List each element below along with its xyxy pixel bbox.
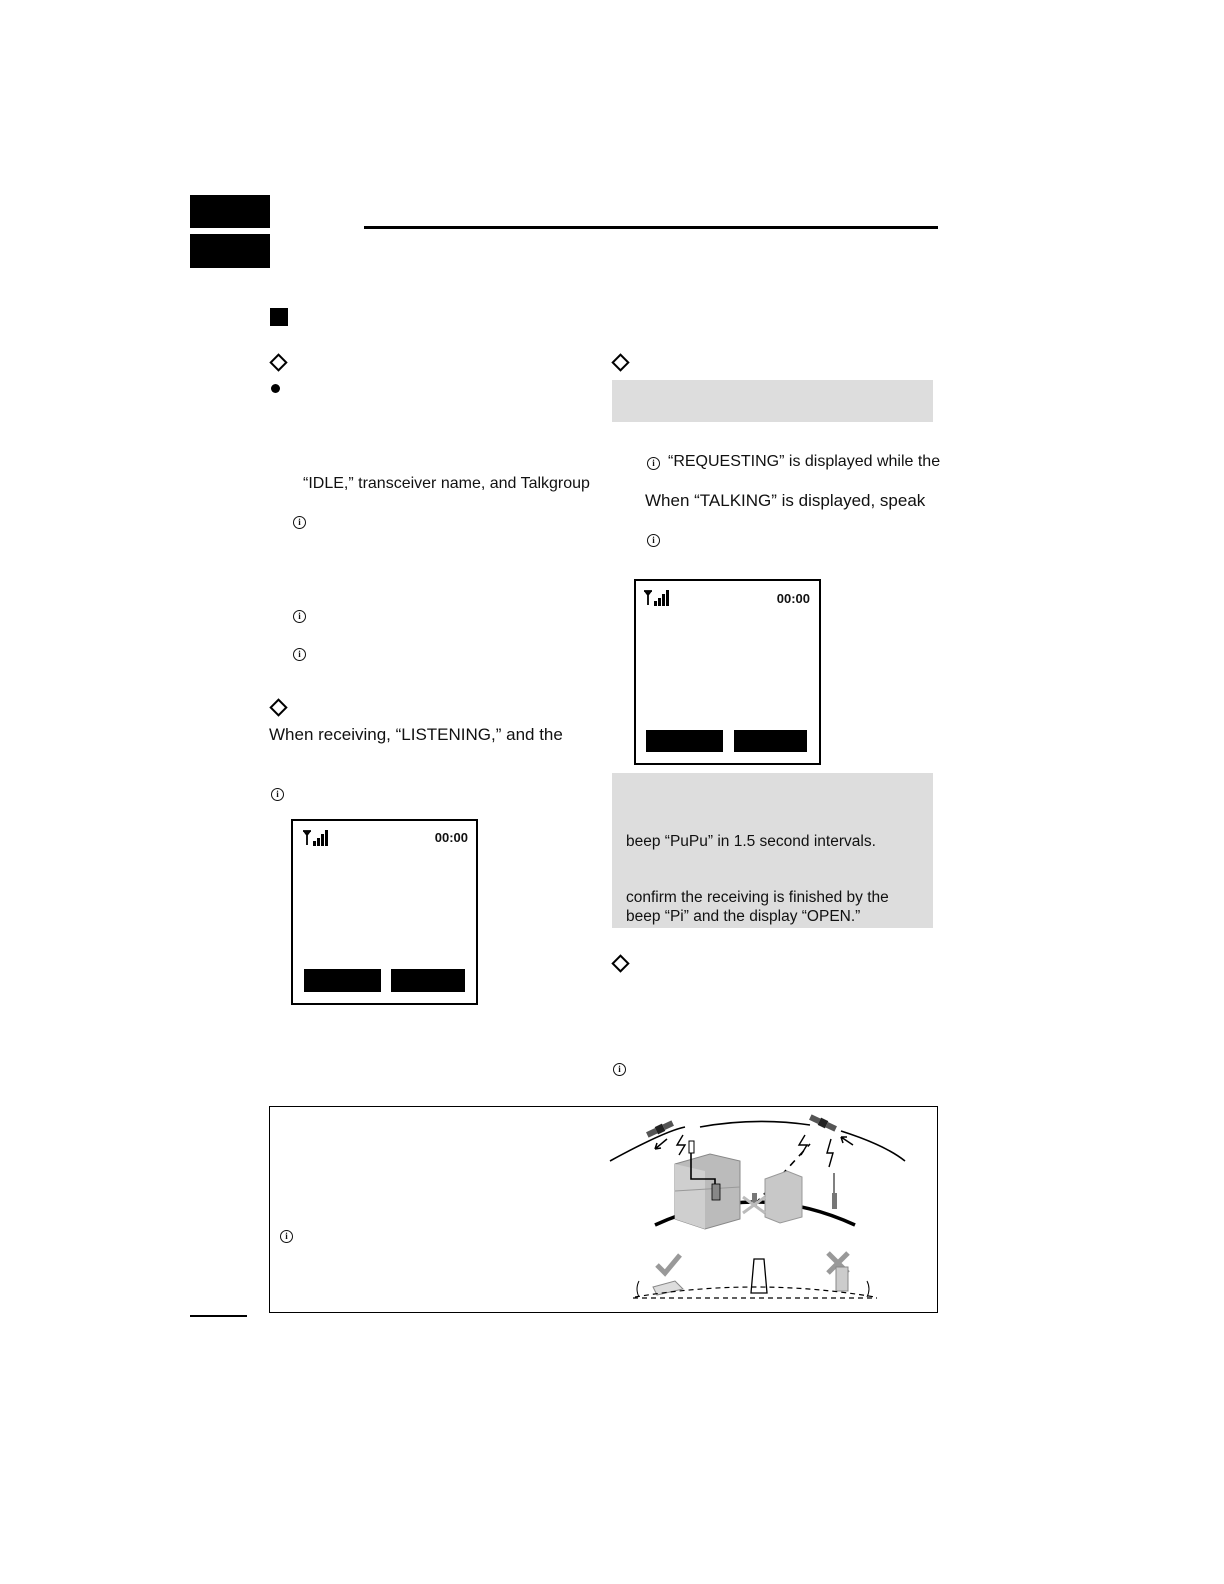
softkey-left <box>646 730 723 752</box>
requesting-description: “REQUESTING” is displayed while the <box>668 453 941 470</box>
satellite-icon <box>809 1113 838 1132</box>
round-bullet-icon <box>271 384 280 393</box>
chapter-tab-lower <box>190 234 270 268</box>
shaded-note-box <box>612 773 933 928</box>
softkey-right <box>734 730 807 752</box>
info-circle-icon: i <box>647 457 660 470</box>
info-circle-icon: i <box>293 516 306 529</box>
lcd-time: 00:00 <box>434 830 468 845</box>
softkey-left <box>304 969 381 992</box>
info-circle-icon: i <box>293 610 306 623</box>
lcd-time: 00:00 <box>776 591 810 606</box>
lcd-display-talking <box>634 579 821 765</box>
lcd-display-receiving <box>291 819 478 1005</box>
section-square-bullet <box>270 308 288 326</box>
footer-rule <box>190 1315 247 1317</box>
info-circle-icon: i <box>293 648 306 661</box>
info-circle-icon: i <box>647 534 660 547</box>
receiving-description: When receiving, “LISTENING,” and the <box>269 725 563 744</box>
diamond-bullet-icon <box>611 954 629 972</box>
info-circle-icon: i <box>280 1230 293 1243</box>
idle-description: “IDLE,” transceiver name, and Talkgroup <box>303 475 590 492</box>
signal-strength-icon <box>643 589 671 607</box>
satellite-line-of-sight-illustration <box>605 1109 910 1309</box>
note-confirm-line: confirm the receiving is finished by the <box>626 889 889 906</box>
signal-strength-icon <box>302 829 330 847</box>
diamond-bullet-icon <box>269 353 287 371</box>
info-circle-icon: i <box>613 1063 626 1076</box>
shaded-note-top <box>612 380 933 422</box>
info-circle-icon: i <box>271 788 284 801</box>
talking-description: When “TALKING” is displayed, speak <box>645 491 926 510</box>
diamond-bullet-icon <box>611 353 629 371</box>
satellite-tip-box <box>269 1106 938 1313</box>
note-open-line: beep “Pi” and the display “OPEN.” <box>626 908 861 925</box>
diamond-bullet-icon <box>269 698 287 716</box>
softkey-right <box>391 969 465 992</box>
chapter-tab-upper <box>190 195 270 228</box>
header-rule <box>364 226 938 229</box>
note-pupu-line: beep “PuPu” in 1.5 second intervals. <box>626 833 876 850</box>
